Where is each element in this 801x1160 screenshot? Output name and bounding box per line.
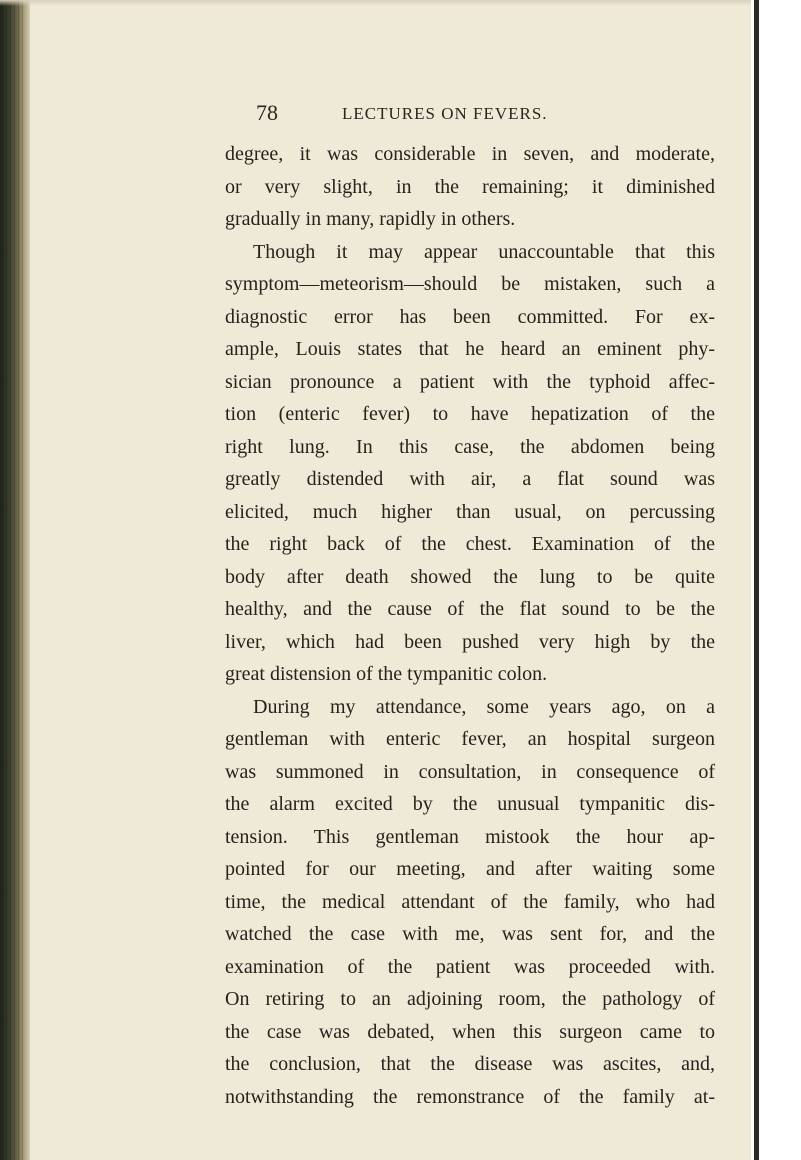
text-line: the alarm excited by the unusual tympanitic dis- — [225, 793, 715, 815]
text-line: watched the case with me, was sent for, and the — [225, 923, 715, 945]
text-line: body after death showed the lung to be quite — [225, 565, 715, 588]
text-line: elicited, much higher than usual, on percussing — [225, 500, 715, 523]
body-text — [225, 138, 715, 1113]
text-line: was summoned in consultation, in consequence of — [225, 760, 715, 783]
right-border-rule — [754, 0, 759, 1160]
text-line: On retiring to an adjoining room, the pathology of — [225, 988, 715, 1010]
text-line: During my attendance, some years ago, on a — [253, 695, 715, 718]
text-line: gradually in many, rapidly in others. — [225, 208, 516, 230]
text-line: tion (enteric fever) to have hepatization of the — [225, 403, 715, 425]
binding-texture — [2, 0, 24, 1160]
page-header — [30, 100, 730, 140]
text-line: the right back of the chest. Examination of the — [225, 533, 715, 555]
text-line: sician pronounce a patient with the typhoid affec- — [225, 370, 715, 393]
text-line: the conclusion, that the disease was ascites, and, — [225, 1053, 715, 1075]
text-line: gentleman with enteric fever, an hospital surgeon — [225, 728, 715, 750]
text-line: great distension of the tympanitic colon. — [225, 663, 548, 685]
text-line: degree, it was considerable in seven, and moderate, — [225, 143, 715, 165]
text-line: symptom—meteorism—should be mistaken, such a — [225, 273, 715, 295]
top-edge-shadow — [0, 0, 801, 6]
text-line: or very slight, in the remaining; it diminished — [225, 175, 715, 198]
page-number: 78 — [256, 100, 278, 125]
text-line: time, the medical attendant of the family, who had — [225, 890, 715, 913]
text-line: healthy, and the cause of the flat sound to be the — [225, 598, 715, 620]
text-line: diagnostic error has been committed. For ex- — [225, 305, 715, 328]
text-line: the case was debated, when this surgeon came to — [225, 1020, 715, 1043]
text-line: notwithstanding the remonstrance of the family at- — [225, 1085, 715, 1108]
text-line: tension. This gentleman mistook the hour ap- — [225, 825, 715, 848]
text-line: ample, Louis states that he heard an eminent phy- — [225, 338, 715, 360]
running-head: LECTURES ON FEVERS. — [342, 104, 548, 123]
text-line: right lung. In this case, the abdomen being — [225, 435, 715, 458]
text-line: greatly distended with air, a flat sound was — [225, 468, 715, 490]
text-line: Though it may appear unaccountable that this — [253, 240, 715, 263]
text-line: pointed for our meeting, and after waiting some — [225, 858, 715, 880]
text-line: examination of the patient was proceeded with. — [225, 955, 715, 978]
text-line: liver, which had been pushed very high by the — [225, 630, 715, 653]
